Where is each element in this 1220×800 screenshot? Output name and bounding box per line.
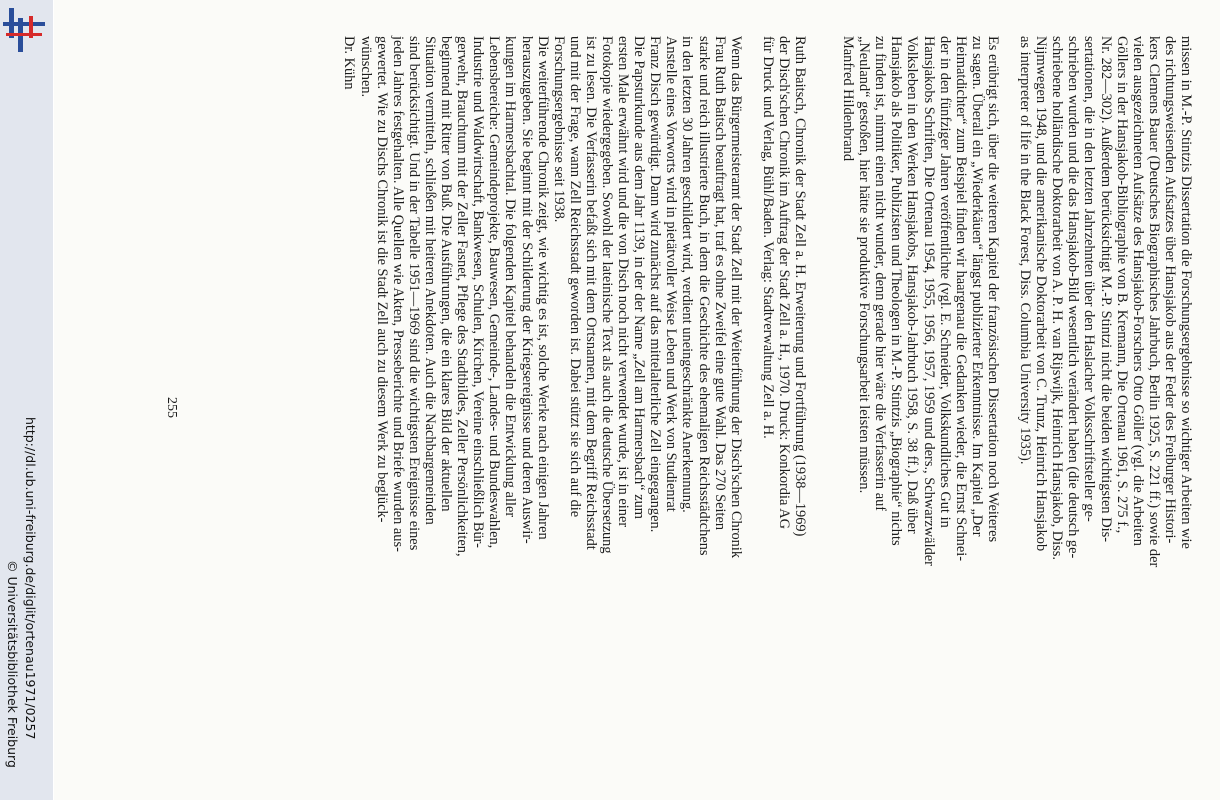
copyright-notice: © Universitätsbibliothek Freiburg [5,560,20,768]
page-number: 255 [164,397,179,418]
library-logo [3,8,45,52]
scanned-page [54,0,1220,800]
review2-paragraph-3: Die weiterführende Chronik zeigt, wie wichtig es ist, solche Werke nach einigen Jahren herauszugeben. Sie beginnt mit der Schilderung der Kriegsereignisse und deren Auswir- kungen im Harmersbachtal. Die folgenden Kapitel behandeln die Entwicklung aller Lebensbereiche: Gemeindeprojekte, Bauwesen, Gemeinde-, Landes- und Bundeswahlen, Industrie und Waldwirtschaft, Bankwesen, Schulen, Kirchen, Vereine einschließlich Bür- gerwehr, Brauchtum mit der Zeller Fasnet, Pflege des Stadtbildes, Zeller Persönlichkeiten, beginnend mit Ritter von Buß. Die Ausführungen, die ein klares Bild der aktuellen Situation vermitteln, schließen mit heiteren Anekdoten. Auch die Nachbargemeinden sind berücksichtigt. Und in der Tabelle 1951—1969 sind die wichtigsten Ereignisse eines jeden Jahres festgehalten. Alle Quellen wie Akten, Presseberichte und Briefe wurden aus- gewertet. Wie zu Dischs Chronik ist die Stadt Zell auch zu diesem Werk zu beglück- wünschen. [357,36,551,557]
review1-signature: Manfred Hildenbrand [840,36,857,162]
rotated-page-content [104,36,1194,776]
review1-paragraph-2: Es erübrigt sich, über die weiteren Kapitel der französischen Dissertation noch Weiteres zu sagen. Überall ein „Wiederkäuen“ längst publizierter Erkenntnisse. Im Kapitel „Der Heimatdichter“ zum Beispiel finden wir haargenau die Gedanken wieder, die Ernst Schnei- der in den fünfziger Jahren veröffentlichte (vgl. E. Schneider, Volkskundliches Gut in Hansjakobs Schriften, Die Ortenau 1954, 1955, 1956, 1957, 1959 und ders., Schwarzwälder Volksleben in den Werken Hansjakobs, Hansjakob-Jahrbuch 1958, S. 38 ff.). Daß über Hansjakob als Politiker, Publizisten und Theologen in M.-P. Stintzis „Biographie“ nichts zu finden ist, nimmt einen nicht wunder, denn gerade hier wäre die Verfasserin auf „Neuland“ gestoßen, hier hätte sie produktive Forschungsarbeit leisten müssen. [856,36,1001,566]
viewer-sidebar [0,0,53,800]
review1-paragraph-1: missen in M.-P. Stintzis Dissertation die Forschungsergebnisse so wichtiger Arbeiten wie des richtungsweisenden Aufsatzes über Hansjakob aus der Feder des Freiburger Histori- kers Clemens Bauer (Deutsches Biographisches Jahrbuch, Berlin 1925, S. 221 ff.) sowie der vielen ausgezeichneten Aufsätze des Hansjakob-Forschers Otto Göller (vgl. die Arbeiten Göllers in der Hansjakob-Bibliographie von B. Kremann, Die Ortenau 1961, S. 275 f., Nr. 282—302). Außerdem berücksichtigt M.-P. Stintzi nicht die beiden wichtigsten Dis- sertationen, die in den letzten Jahrzehnten über den Haslacher Volksschriftsteller ge- schrieben wurden und die das Hansjakob-Bild wesentlich verändert haben (die deutsch ge- schriebene holländische Doktorarbeit von A. P. H. van Rijswijk, Heinrich Hansjakob, Diss. Nijmwegen 1948, und die amerikanische Doktorarbeit von C. Trunz, Heinrich Hansjakob as interpreter of life in the Black Forest, Diss. Columbia University 1935). [1017,36,1194,568]
review2-heading: Ruth Baitsch, Chronik der Stadt Zell a. H. Erweiterung und Fortführung (1938—1969) der Disch'schen Chronik im Auftrag der Stadt Zell a. H., 1970. Druck: Konkordia AG für Druck und Verlag, Bühl/Baden. Verlag: Stadtverwaltung Zell a. H. [759,36,809,537]
review2-signature: Dr. Kühn [341,36,358,90]
source-url[interactable]: http://dl.ub.uni-freiburg.de/diglit/ortenau1971/0257 [23,417,38,740]
review2-paragraph-2: Anstelle eines Vorworts wird in pietätvoller Weise Leben und Werk von Studienrat Franz Disch gewürdigt. Dann wird zunächst auf das mittelalterliche Zell eingegangen. Die Papsturkunde aus dem Jahr 1139, in der der Name „Zell am Harmersbach“ zum ersten Male erwähnt wird und die von Disch noch nicht verwendet wurde, ist in einer Fotokopie wiedergegeben. Sowohl der lateinische Text als auch die deutsche Übersetzung ist zu lesen. Die Verfasserin befaßt sich mit dem Ortsnamen, mit dem Begriff Reichsstadt und mit der Frage, wann Zell Reichsstadt geworden ist. Dabei stützt sie sich auf die Forschungsergebnisse seit 1938. [550,36,680,554]
review2-paragraph-1: Wenn das Bürgermeisteramt der Stadt Zell mit der Weiterführung der Disch'schen Chronik Frau Ruth Baitsch beauftragt hat, traf es ohne Zweifel eine gute Wahl. Das 270 Seiten starke und reich illustrierte Buch, in dem die Geschichte des ehemaligen Reichsstädtchens in den letzten 30 Jahren geschildert wird, verdient uneingeschränkte Anerkennung. [679,36,744,559]
